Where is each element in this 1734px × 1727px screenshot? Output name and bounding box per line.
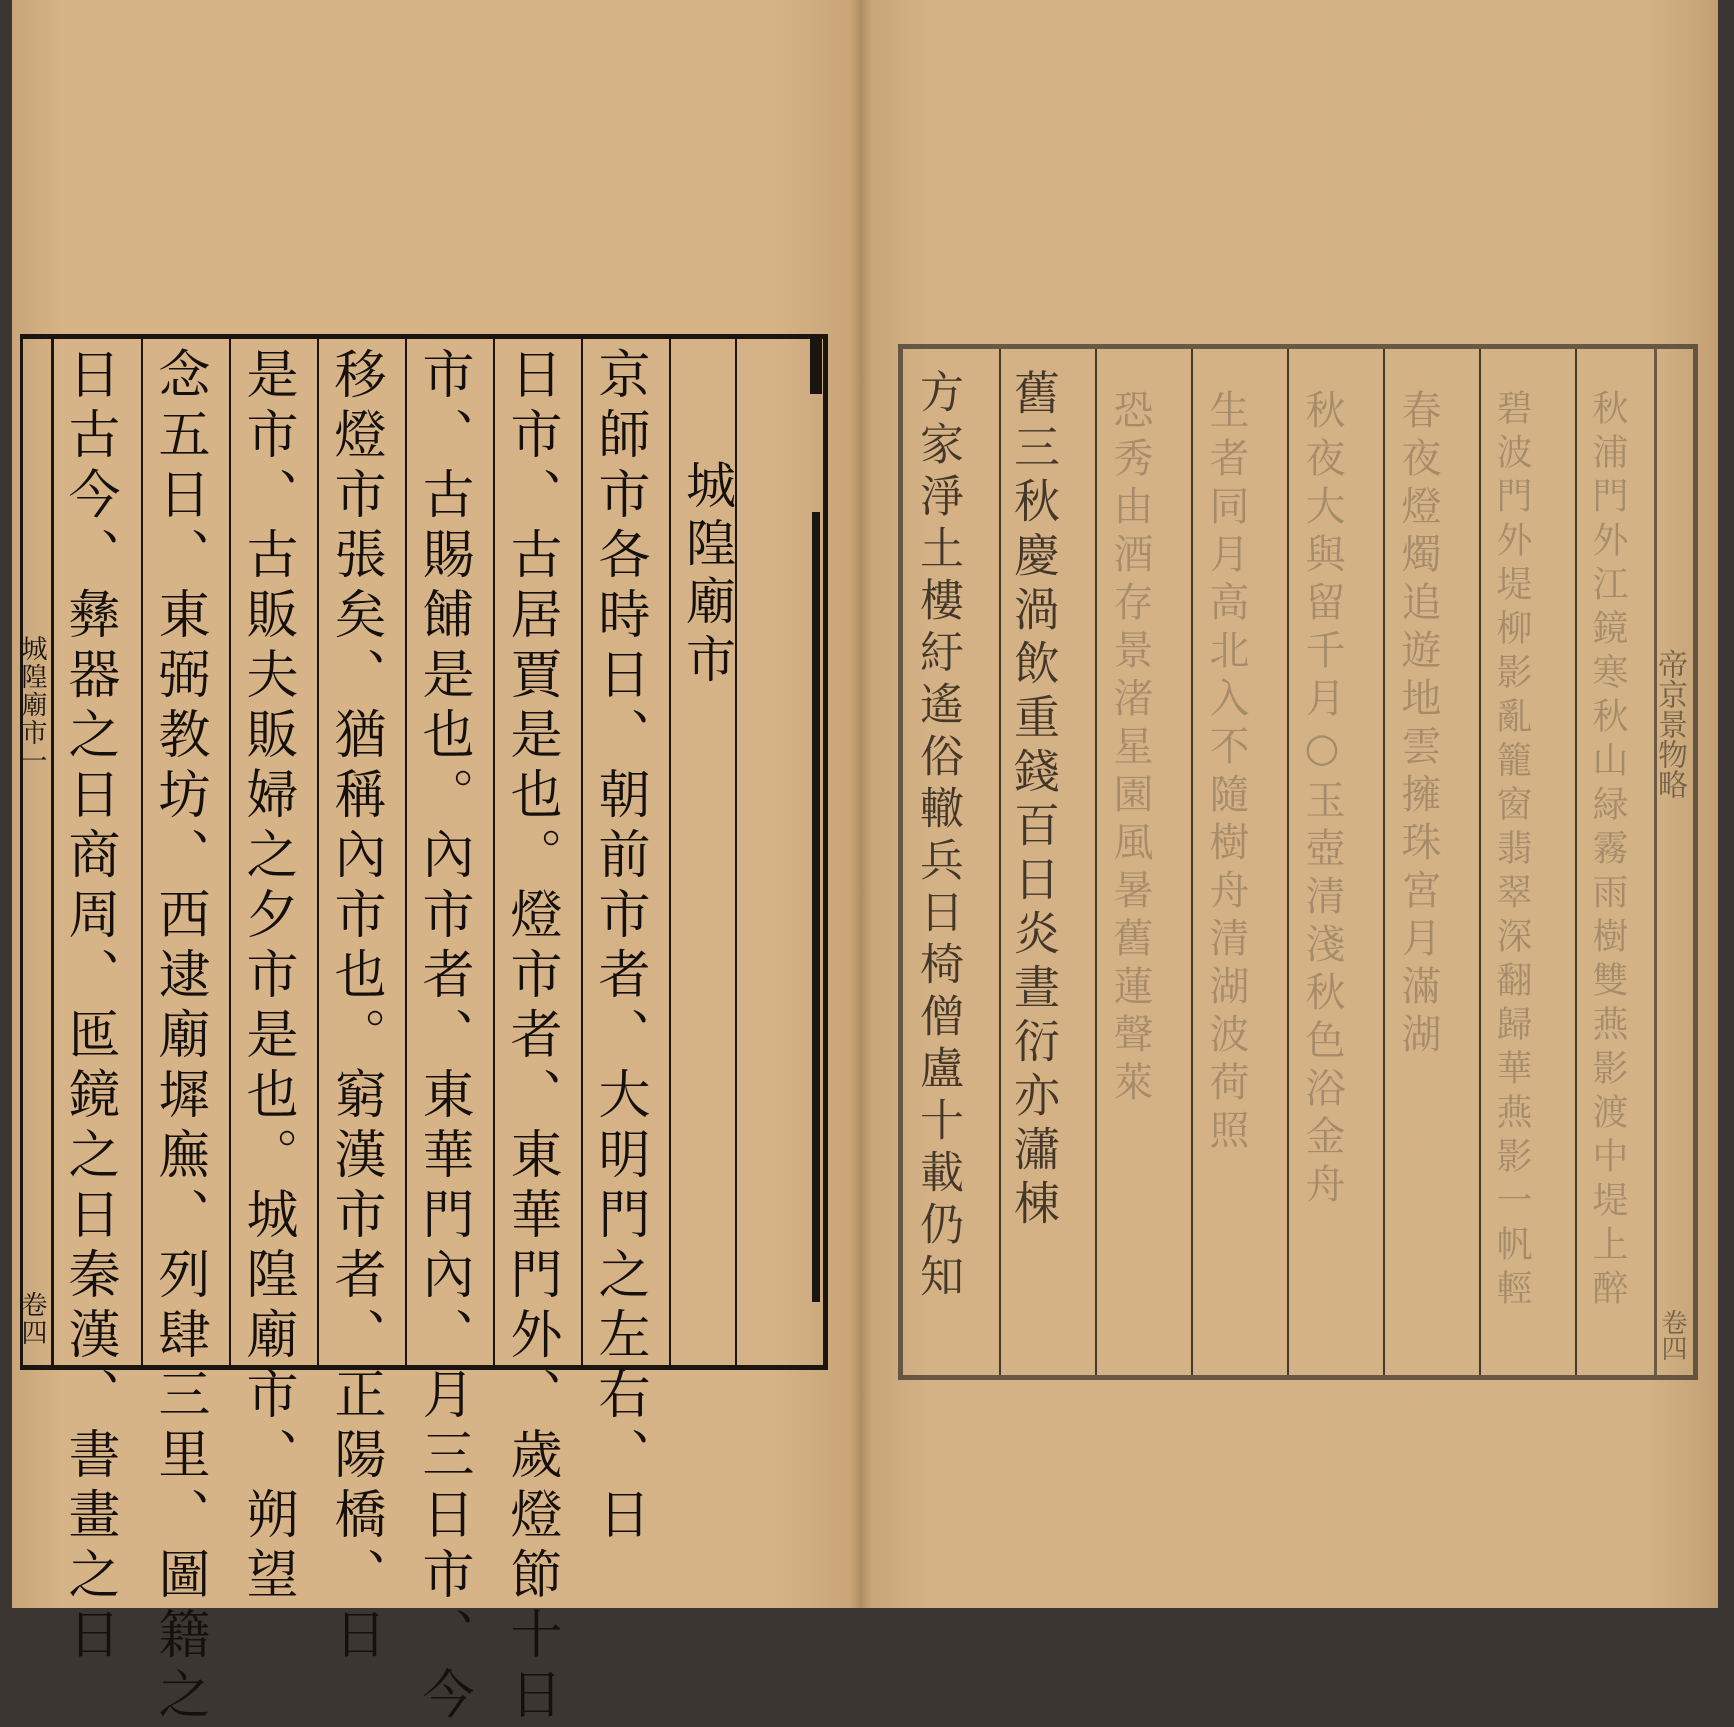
text-column-5: 是市、古販夫販婦之夕市是也。城隍廟市、朔望: [237, 347, 297, 1607]
right-banxin-juan: 卷四: [1657, 1309, 1687, 1361]
bleed-column: 生者同月高北入不隨樹舟清湖波荷照: [1203, 389, 1249, 1157]
bleed-column: 恐秀由酒存景渚星園風暑舊蓮聲萊: [1107, 389, 1153, 1109]
left-banxin: [17, 339, 51, 1365]
right-text-column-2: 方家淨土樓紆遙俗轍兵日椅僧盧十載仍知: [912, 369, 963, 1305]
banxin-divider: [51, 339, 54, 1365]
right-banxin-divider: [1654, 349, 1657, 1375]
column-rule: [493, 339, 495, 1365]
text-column-3: 市、古賜餔是也。內市者、東華門內、月三日市、今: [413, 347, 473, 1727]
text-column-4: 移燈市張矣、猶稱內市也。窮漢市者、正陽橋、日: [325, 347, 385, 1667]
column-rule: [229, 339, 231, 1365]
book-gutter: [850, 0, 872, 1608]
column-rule: [405, 339, 407, 1365]
column-rule: [999, 349, 1001, 1375]
column-rule: [581, 339, 583, 1365]
right-banxin-title: 帝京景物略: [1652, 649, 1687, 799]
right-text-column-1: 舊三秋慶渦飲重錢百日炎晝衍亦瀟棟: [1007, 369, 1061, 1233]
column-rule: [141, 339, 143, 1365]
column-rule: [317, 339, 319, 1365]
column-rule: [1383, 349, 1385, 1375]
column-rule: [1095, 349, 1097, 1375]
fishtail-bar: [812, 512, 820, 1302]
fishtail-mark: [810, 338, 822, 394]
left-print-frame: [17, 334, 828, 1727]
text-column-2: 日市、古居賈是也。燈市者、東華門外、歲燈節十日: [501, 347, 561, 1727]
bleed-column: 碧波門外堤柳影亂籠窗翡翠深翻歸華燕影一帆輕: [1491, 389, 1532, 1313]
bleed-column: 春夜燈燭追遊地雲擁珠宮月滿湖: [1395, 389, 1441, 1061]
column-rule: [1191, 349, 1193, 1375]
column-rule: [1479, 349, 1481, 1375]
column-rule: [1575, 349, 1577, 1375]
text-column-6: 念五日、東弼教坊、西逮廟墀廡、列肆三里、圖籍之: [149, 347, 209, 1727]
banxin-title: 城隍廟市一: [17, 635, 47, 775]
right-print-frame: [898, 344, 1698, 1380]
text-column-7: 日古今、彝器之日商周、匜鏡之日秦漢、書畫之日: [59, 347, 119, 1667]
banxin-juan: 卷四: [17, 1291, 47, 1347]
text-column-1: 京師市各時日、朝前市者、大明門之左右、日: [589, 347, 649, 1547]
bleed-column: 秋浦門外江鏡寒秋山緑霧雨樹雙燕影渡中堤上醉: [1587, 389, 1628, 1313]
column-rule: [669, 339, 671, 1365]
bleed-column: 秋夜大與留千月○玉壺清淺秋色浴金舟: [1299, 389, 1345, 1211]
section-title: 城隍廟市: [678, 459, 736, 691]
column-rule: [1287, 349, 1289, 1375]
